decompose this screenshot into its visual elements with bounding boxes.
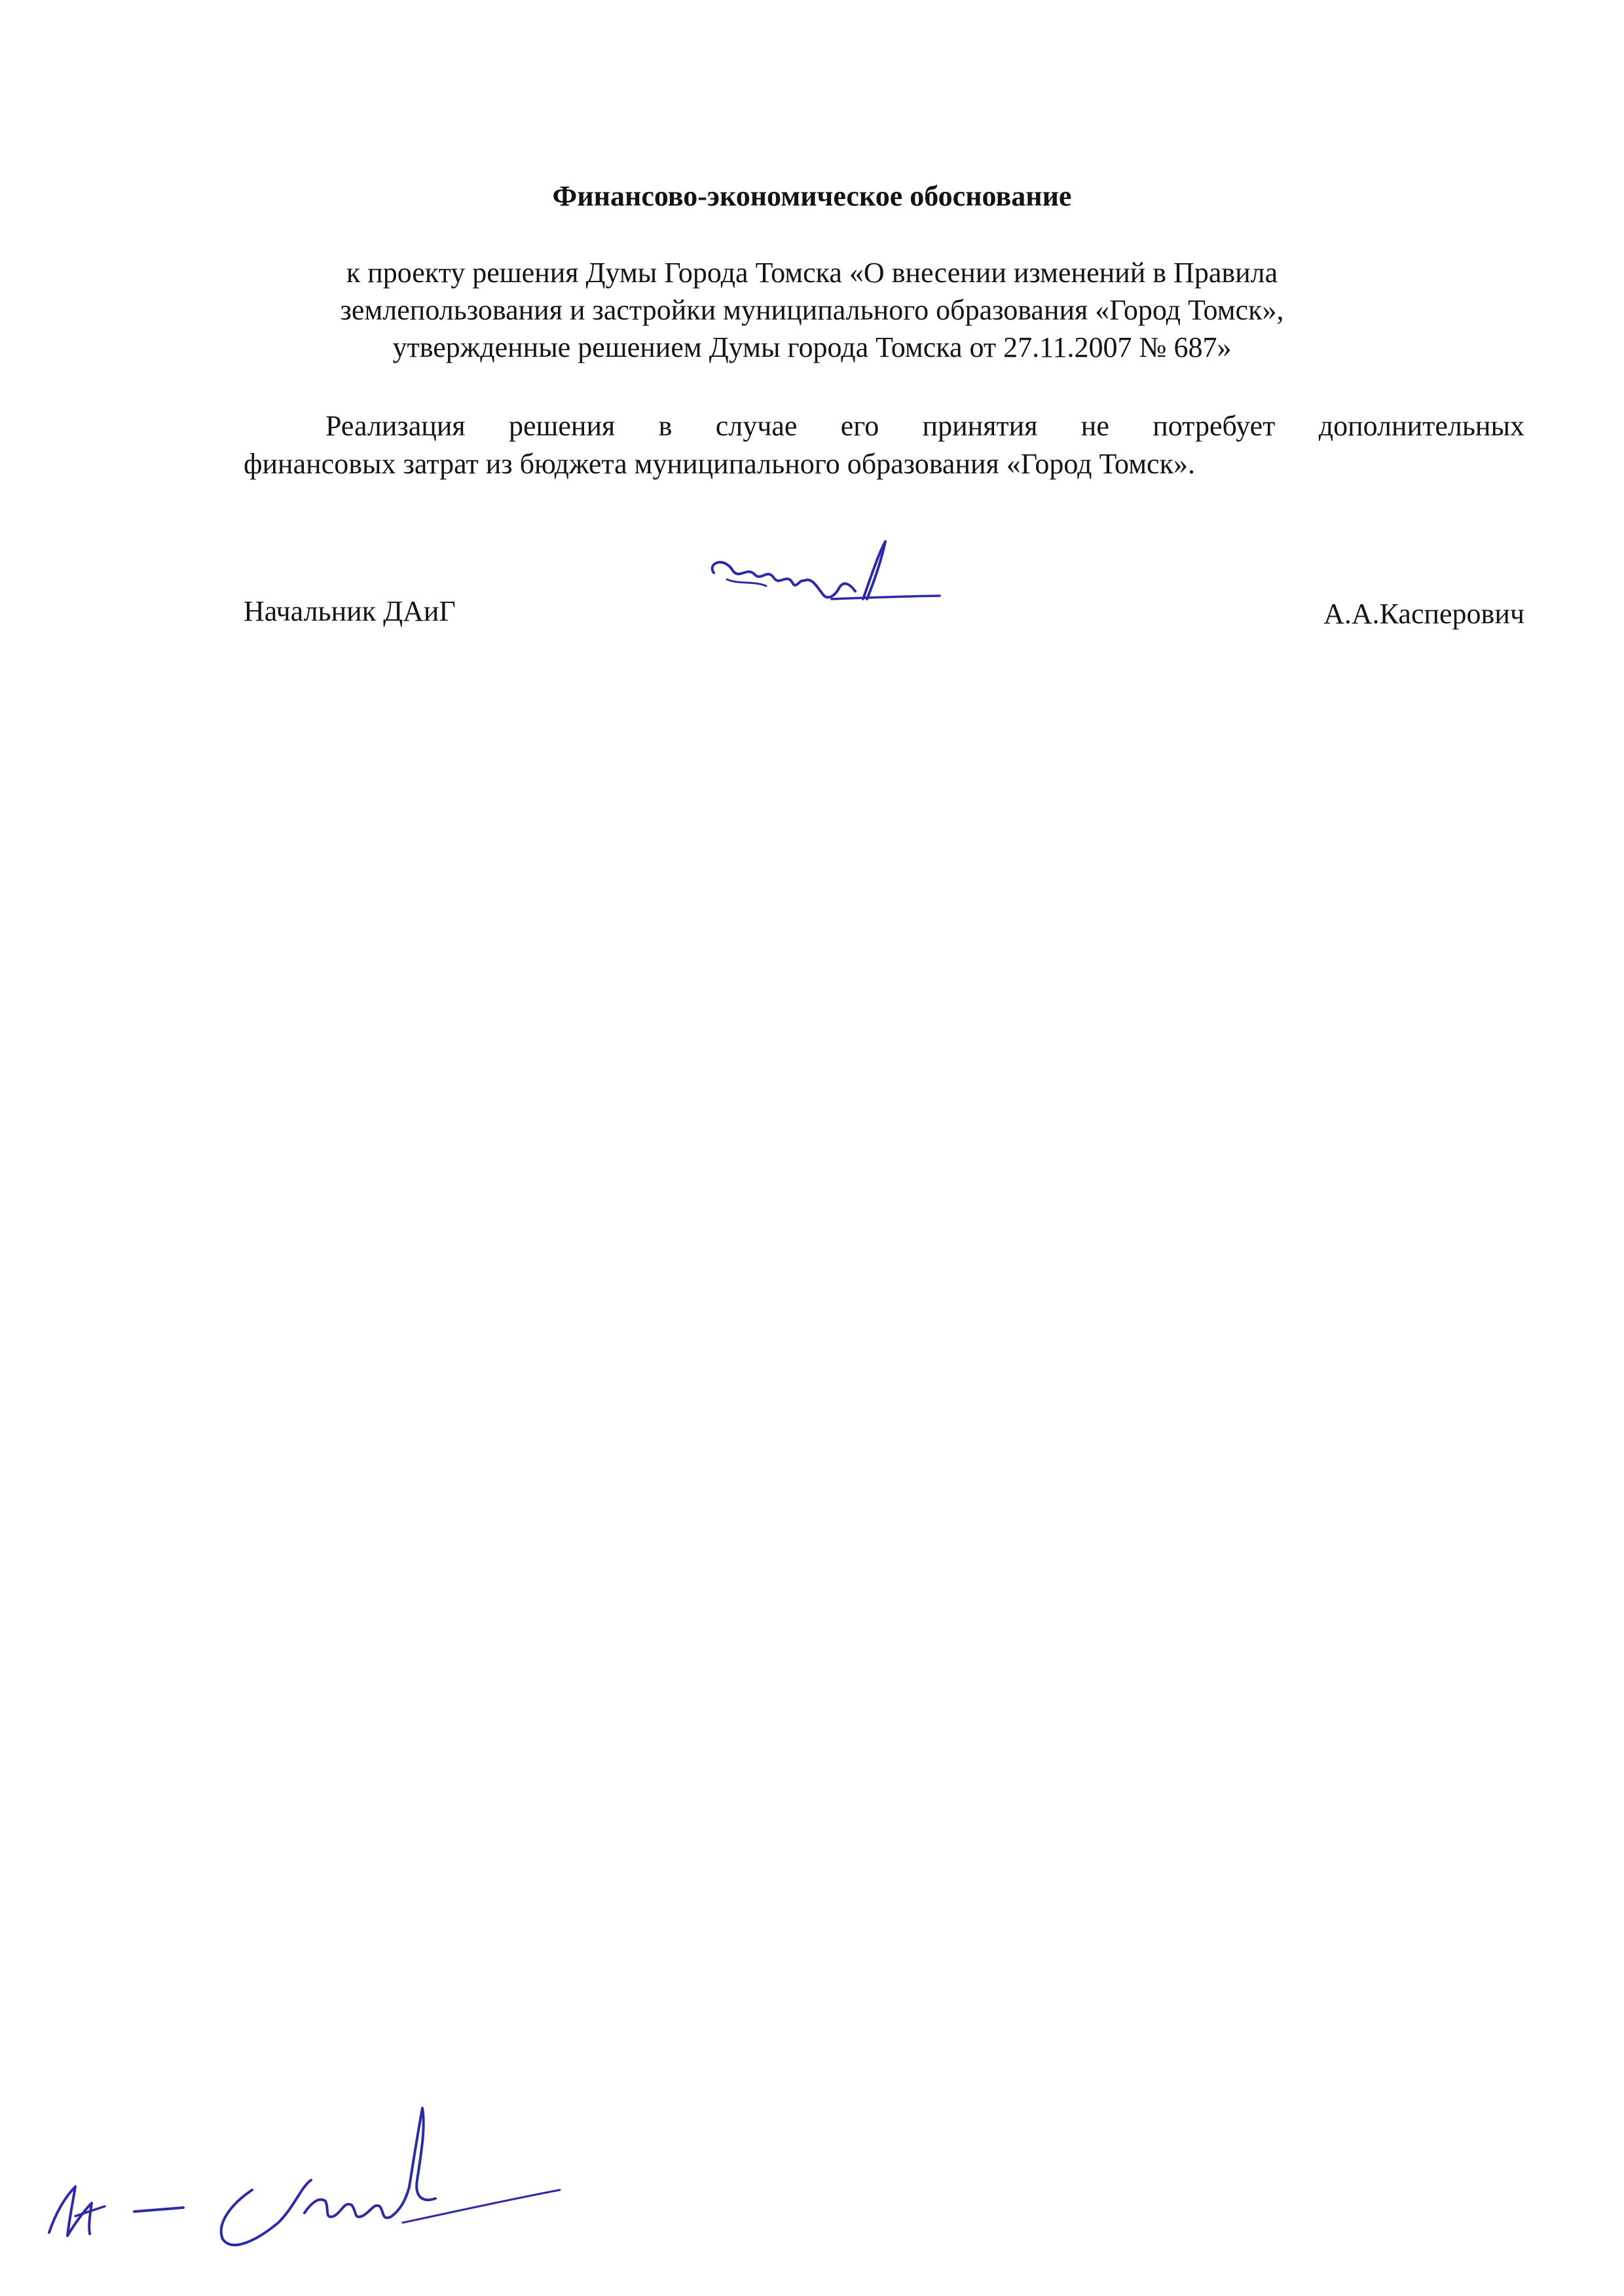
subtitle-line: к проекту решения Думы Города Томска «О внесении изменений в Правила xyxy=(346,257,1278,289)
signatory-position: Начальник ДАиГ xyxy=(244,595,456,627)
document-subtitle xyxy=(236,254,1388,366)
body-line: Реализация решения в случае его принятия не потребует дополнительных xyxy=(325,410,1524,442)
handwritten-signature xyxy=(701,534,950,648)
signatory-name: А.А.Касперович xyxy=(1323,598,1524,630)
subtitle-line: землепользования и застройки муниципального образования «Город Томск», xyxy=(340,294,1284,326)
subtitle-line: утвержденные решением Думы города Томска от 27.11.2007 № 687» xyxy=(392,331,1232,363)
body-paragraph xyxy=(244,407,1524,483)
document-title: Финансово-экономическое обоснование xyxy=(552,180,1072,212)
approval-visa-signature xyxy=(36,2082,566,2278)
body-line: финансовых затрат из бюджета муниципального образования «Город Томск». xyxy=(244,448,1195,480)
